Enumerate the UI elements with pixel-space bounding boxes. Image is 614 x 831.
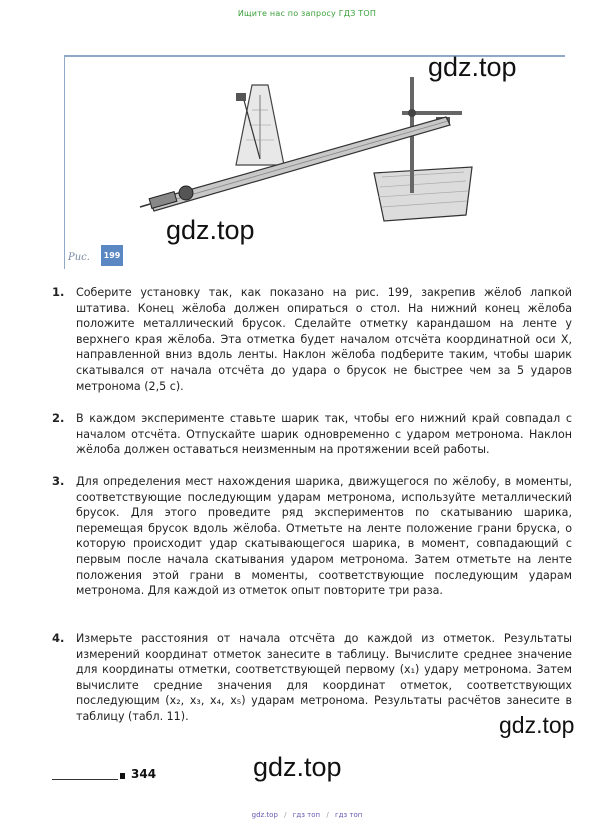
footer-link[interactable]: гдз топ: [334, 811, 363, 819]
watermark: gdz.top: [166, 215, 255, 245]
top-promo-link[interactable]: Ищите нас по запросу ГДЗ ТОП: [237, 9, 377, 18]
footer-rule: [52, 779, 118, 780]
list-item: [52, 631, 572, 725]
ball-icon: [179, 186, 193, 200]
footer-link[interactable]: gdz.top: [251, 811, 278, 819]
list-item: [52, 474, 572, 631]
step-text: В каждом эксперименте ставьте шарик так, чтобы его нижний край совпадал с началом отсчёта. Отпускайте шарик одновременно с ударом метронома. Наклон жёлоба должен оставаться неизменным на протяжении всей работы.: [76, 412, 572, 457]
watermark: gdz.top: [253, 752, 342, 782]
list-item: [52, 411, 572, 474]
step-text: Измерьте расстояния от начала отсчёта до каждой из отметок. Результаты измерений координат отметок занесите в таблицу. Вычислите среднее значение для координаты отметки, соответствующей первому (x₁) удару метронома. Затем вычислите средние значения для координат отметок, соответствующих последующим (x₂, x₃, x₄, x₅) ударам метронома. Результаты расчётов занесите в таблицу (табл. 11).: [76, 632, 572, 723]
square-bullet-icon: [120, 773, 125, 779]
footer-separator: /: [326, 811, 329, 819]
step-number: 2.: [52, 411, 65, 425]
instruction-list: [52, 285, 572, 725]
metronome-icon: [236, 85, 284, 165]
figure-caption-label: Рис.: [68, 252, 90, 263]
step-text: Для определения мест нахождения шарика, движущегося по жёлобу, в моменты, соответствующие последующим ударам метронома, используйте металлический брусок. Для этого проведите ряд экспериментов по скатыванию шарика, перемещая брусок вдоль жёлоба. Отметьте на ленте положение грани бруска, о которую происходит удар скатывающегося шарика, в момент, совпадающий с первым после начала скатывания ударом метронома. Затем отметьте на ленте положения этой грани в моменты, соответствующие последующим ударам метронома. Для каждой из отметок опыт повторите три раза.: [76, 475, 572, 598]
footer-links: [0, 811, 614, 819]
list-item: [52, 285, 572, 411]
figure-illustration: [64, 55, 564, 267]
watermark: gdz.top: [499, 712, 575, 738]
step-number: 4.: [52, 631, 65, 645]
page-number: 344: [131, 767, 157, 781]
step-text: Соберите установку так, как показано на рис. 199, закрепив жёлоб лапкой штатива. Конец жёлоба должен опираться о стол. На нижний конец жёлоба положите металлический брусок. Сделайте отметку карандашом на ленте у верхнего края жёлоба. Эта отметка будет началом отсчёта координатной оси X, направленной вниз вдоль ленты. Наклон жёлоба подберите таким, чтобы шарик скатывался от начала отсчёта до удара о брусок не быстрее чем за 5 ударов метронома (2,5 с).: [76, 286, 572, 393]
footer-link[interactable]: гдз топ: [292, 811, 321, 819]
stand-icon: [374, 77, 472, 221]
step-number: 1.: [52, 285, 65, 299]
step-number: 3.: [52, 474, 65, 488]
footer-separator: /: [284, 811, 287, 819]
figure-caption-number: 199: [101, 245, 123, 266]
watermark: gdz.top: [428, 52, 517, 82]
